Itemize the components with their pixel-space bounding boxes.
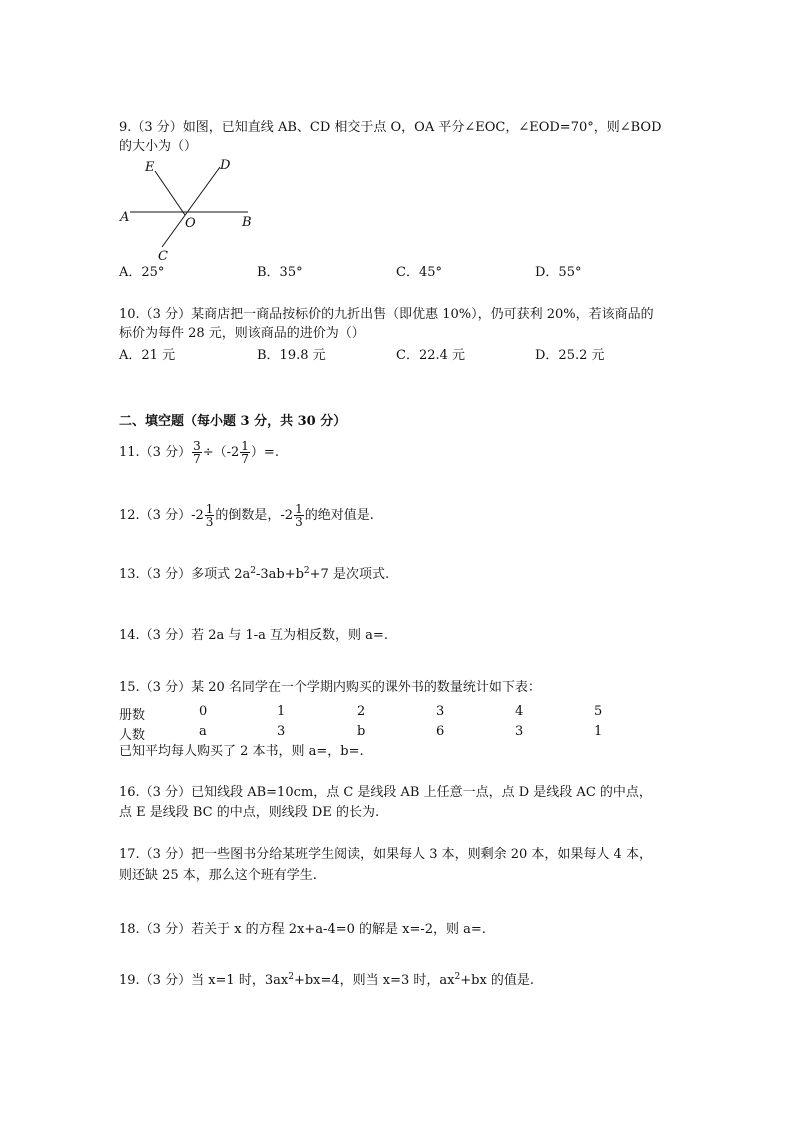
q11: 11.（3 分） $\frac{3}{7}$ ÷（-2 $\frac{1}{7}$ ）=. — [119, 439, 279, 466]
label-d: D — [220, 158, 231, 173]
q17-stem-line1: 17.（3 分）把一些图书分给某班学生阅读，如果每人 3 本，则剩余 20 本，如果每人 4 本， — [119, 847, 652, 862]
q11-fraction-2: $\frac{1}{7}$ — [241, 439, 249, 466]
label-b: B — [242, 215, 252, 230]
table-cell: 人数 — [119, 728, 146, 743]
table-cell: 3 — [436, 704, 445, 719]
q12-fraction-2: $\frac{1}{3}$ — [295, 502, 303, 529]
q9-stem-line1: 9.（3 分）如图，已知直线 AB、CD 相交于点 O，OA 平分∠EOC，∠EOD=70°，则∠BOD — [119, 120, 662, 135]
label-e: E — [145, 160, 155, 175]
q10-option-c: C．22.4 元 — [396, 348, 466, 363]
q10-option-b: B．19.8 元 — [257, 348, 326, 363]
q17-stem-line2: 则还缺 25 本，那么这个班有学生. — [119, 868, 317, 883]
ray-oe — [155, 171, 185, 215]
q9-stem-line2: 的大小为（） — [119, 139, 198, 154]
q15-stem-line1: 15.（3 分）某 20 名同学在一个学期内购买的课外书的数量统计如下表： — [119, 680, 541, 695]
table-cell: 3 — [515, 724, 524, 739]
q13: 13.（3 分）多项式 $2a^2-3ab+b^2+7$ 是次项式. — [119, 566, 390, 582]
table-cell: b — [357, 724, 366, 739]
q10-stem-line2: 标价为每件 28 元，则该商品的进价为（） — [119, 326, 365, 341]
q9-geometry-figure — [115, 155, 265, 265]
table-cell: 4 — [515, 704, 524, 719]
table-cell: 6 — [436, 724, 445, 739]
section-heading-fill-in: 二、填空题（每小题 3 分，共 30 分） — [119, 414, 347, 429]
table-cell: 3 — [277, 724, 286, 739]
q9-option-a: A．25° — [119, 265, 165, 280]
q11-fraction-1: $\frac{3}{7}$ — [193, 439, 201, 466]
q9-option-c: C．45° — [396, 265, 442, 280]
label-c: C — [158, 249, 168, 264]
q10-stem-line1: 10.（3 分）某商店把一商品按标价的九折出售（即优惠 10%），仍可获利 20%，若该商品的 — [119, 307, 654, 322]
q9-option-b: B．35° — [257, 265, 303, 280]
q10-option-a: A．21 元 — [119, 348, 176, 363]
q9-option-d: D．55° — [535, 265, 582, 280]
q16-stem-line1: 16.（3 分）已知线段 AB=10cm，点 C 是线段 AB 上任意一点，点 D 是线段 AC 的中点， — [119, 785, 652, 800]
table-cell: 册数 — [119, 708, 146, 723]
q15-stem-line2: 已知平均每人购买了 2 本书，则 a=，b=. — [119, 744, 364, 759]
table-cell: 0 — [199, 704, 208, 719]
q12: 12.（3 分）-2 $\frac{1}{3}$ 的倒数是，-2 $\frac{1}{3}$ 的绝对值是. — [119, 502, 374, 529]
q14: 14.（3 分）若 2a 与 1-a 互为相反数，则 a=. — [119, 628, 388, 643]
table-cell: 1 — [277, 704, 286, 719]
label-o: O — [185, 216, 196, 231]
table-cell: 5 — [594, 704, 603, 719]
q10-option-d: D．25.2 元 — [535, 348, 605, 363]
q18: 18.（3 分）若关于 x 的方程 2x+a-4=0 的解是 x=-2，则 a=. — [119, 922, 486, 937]
table-cell: 2 — [357, 704, 366, 719]
table-cell: 1 — [594, 724, 603, 739]
q19: 19.（3 分）当 x=1 时，$3ax^2+bx=4$，则当 x=3 时，$ax^2+bx$ 的值是. — [119, 972, 535, 988]
label-a: A — [120, 210, 130, 225]
q12-fraction-1: $\frac{1}{3}$ — [205, 502, 214, 529]
q16-stem-line2: 点 E 是线段 BC 的中点，则线段 DE 的长为. — [119, 805, 380, 820]
table-cell: a — [199, 724, 207, 739]
line-cd — [162, 167, 220, 247]
